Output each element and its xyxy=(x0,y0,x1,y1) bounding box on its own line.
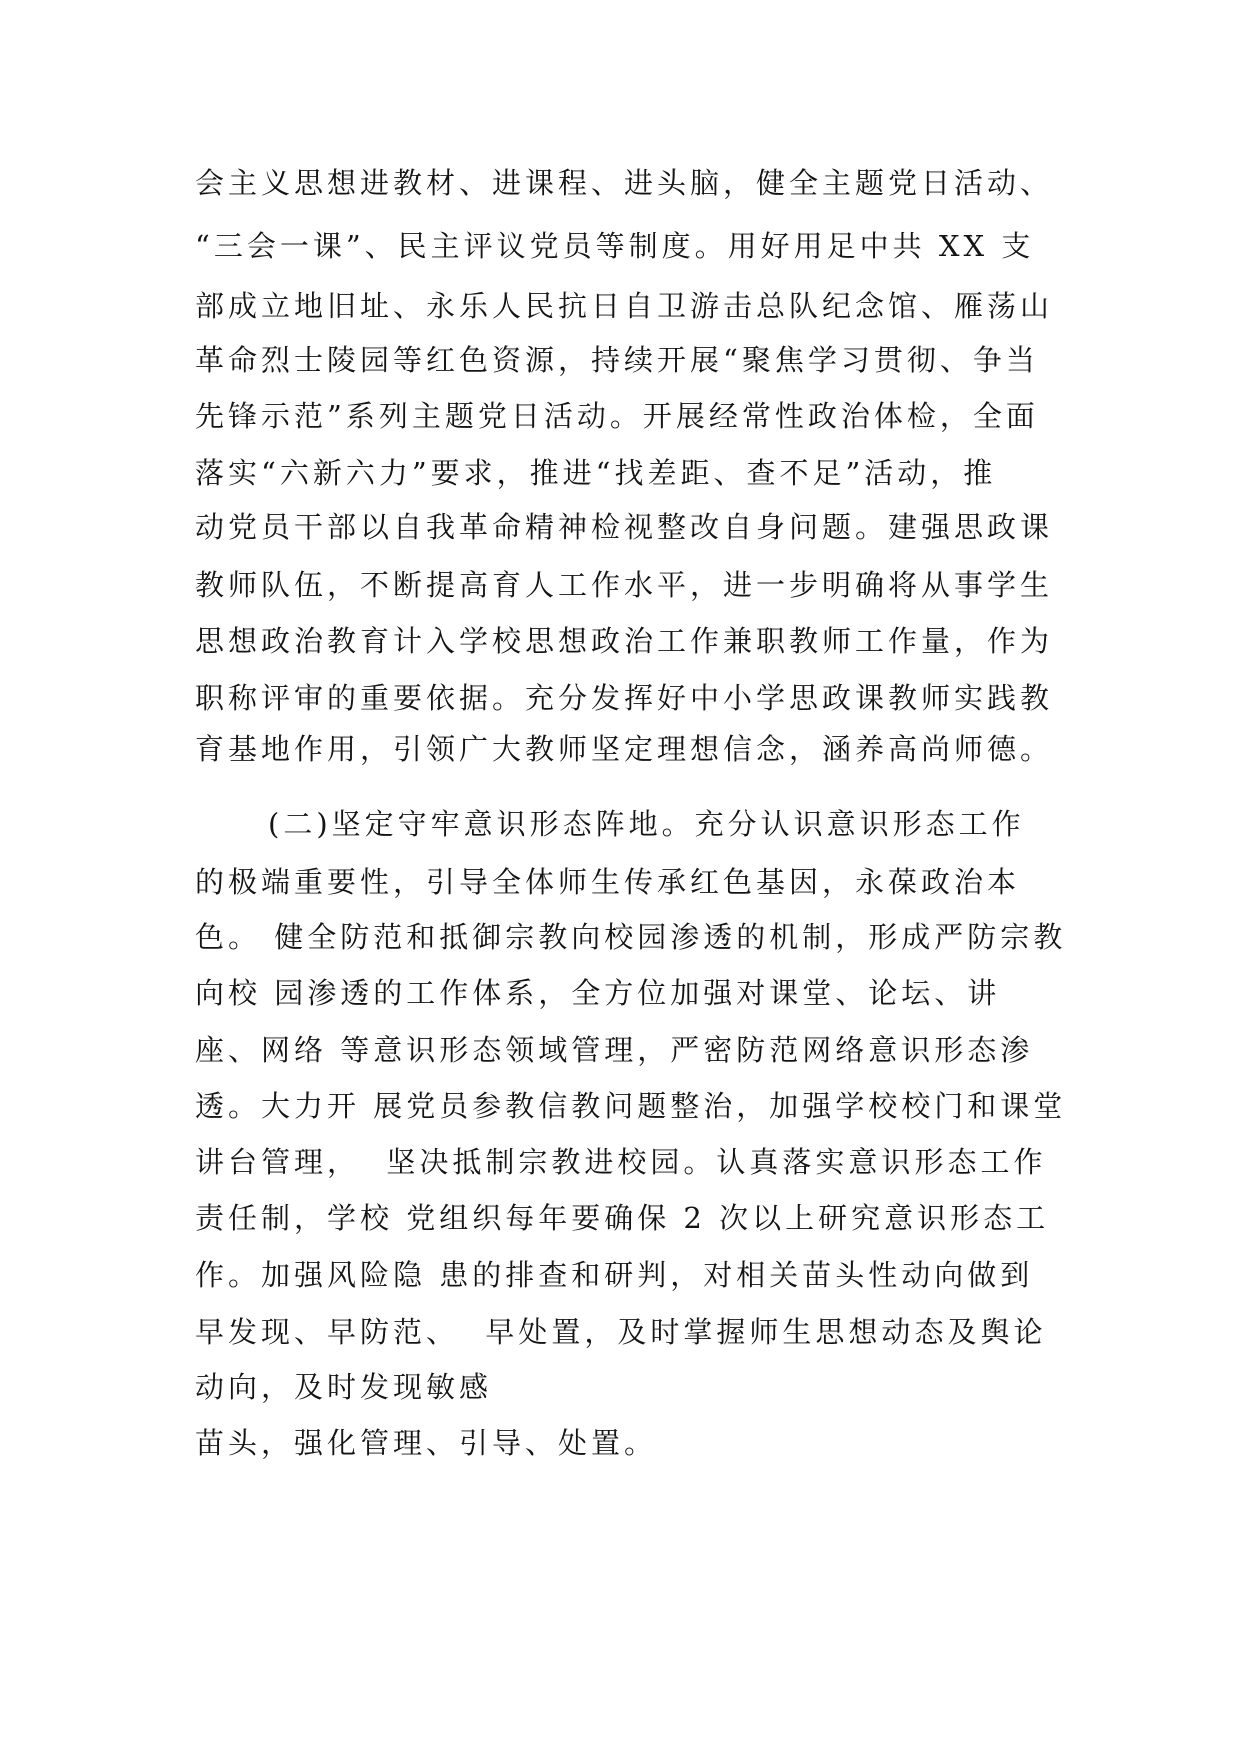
text-line: 职称评审的重要依据。充分发挥好中小学思政课教师实践教 xyxy=(195,681,1054,715)
text-line: 透。大力开 展党员参教信教问题整治，加强学校校门和课堂 xyxy=(195,1089,1067,1123)
text-line: 教师队伍，不断提高育人工作水平，进一步明确将从事学生 xyxy=(195,568,1054,602)
section-heading-line: (二)坚定守牢意识形态阵地。充分认识意识形态工作 xyxy=(268,807,1025,841)
text-line: 讲台管理， 坚决抵制宗教进校园。认真落实意识形态工作 xyxy=(195,1145,1047,1179)
text-line: 作。加强风险隐 患的排查和研判，对相关苗头性动向做到 xyxy=(195,1258,1034,1292)
text-line: 座、网络 等意识形态领域管理，严密防范网络意识形态渗 xyxy=(195,1033,1034,1067)
text-line: 育基地作用，引领广大教师坚定理想信念，涵养高尚师德。 xyxy=(195,732,1054,766)
text-line: 早发现、早防范、 早处置，及时掌握师生思想动态及舆论 xyxy=(195,1315,1047,1349)
text-line: 动向，及时发现敏感 xyxy=(195,1370,493,1404)
text-line: “三会一课”、民主评议党员等制度。用好用足中共 XX 支 xyxy=(195,229,1035,263)
text-line: 部成立地旧址、永乐人民抗日自卫游击总队纪念馆、雁荡山 xyxy=(195,289,1054,323)
text-line: 思想政治教育计入学校思想政治工作兼职教师工作量，作为 xyxy=(195,624,1054,658)
text-line: 色。 健全防范和抵御宗教向校园渗透的机制，形成严防宗教 xyxy=(195,920,1067,954)
text-line: 落实“六新六力”要求，推进“找差距、查不足”活动，推 xyxy=(195,456,997,490)
text-line: 苗头，强化管理、引导、处置。 xyxy=(195,1426,658,1460)
text-line: 责任制，学校 党组织每年要确保 2 次以上研究意识形态工 xyxy=(195,1201,1050,1235)
text-line: 的极端重要性，引导全体师生传承红色基因，永葆政治本 xyxy=(195,865,1021,899)
text-line: 动党员干部以自我革命精神检视整改自身问题。建强思政课 xyxy=(195,510,1054,544)
text-line: 会主义思想进教材、进课程、进头脑，健全主题党日活动、 xyxy=(195,166,1054,200)
text-line: 革命烈士陵园等红色资源，持续开展“聚焦学习贯彻、争当 xyxy=(195,343,1039,377)
text-line: 向校 园渗透的工作体系，全方位加强对课堂、论坛、讲 xyxy=(195,976,1001,1010)
text-line: 先锋示范”系列主题党日活动。开展经常性政治体检，全面 xyxy=(195,399,1039,433)
